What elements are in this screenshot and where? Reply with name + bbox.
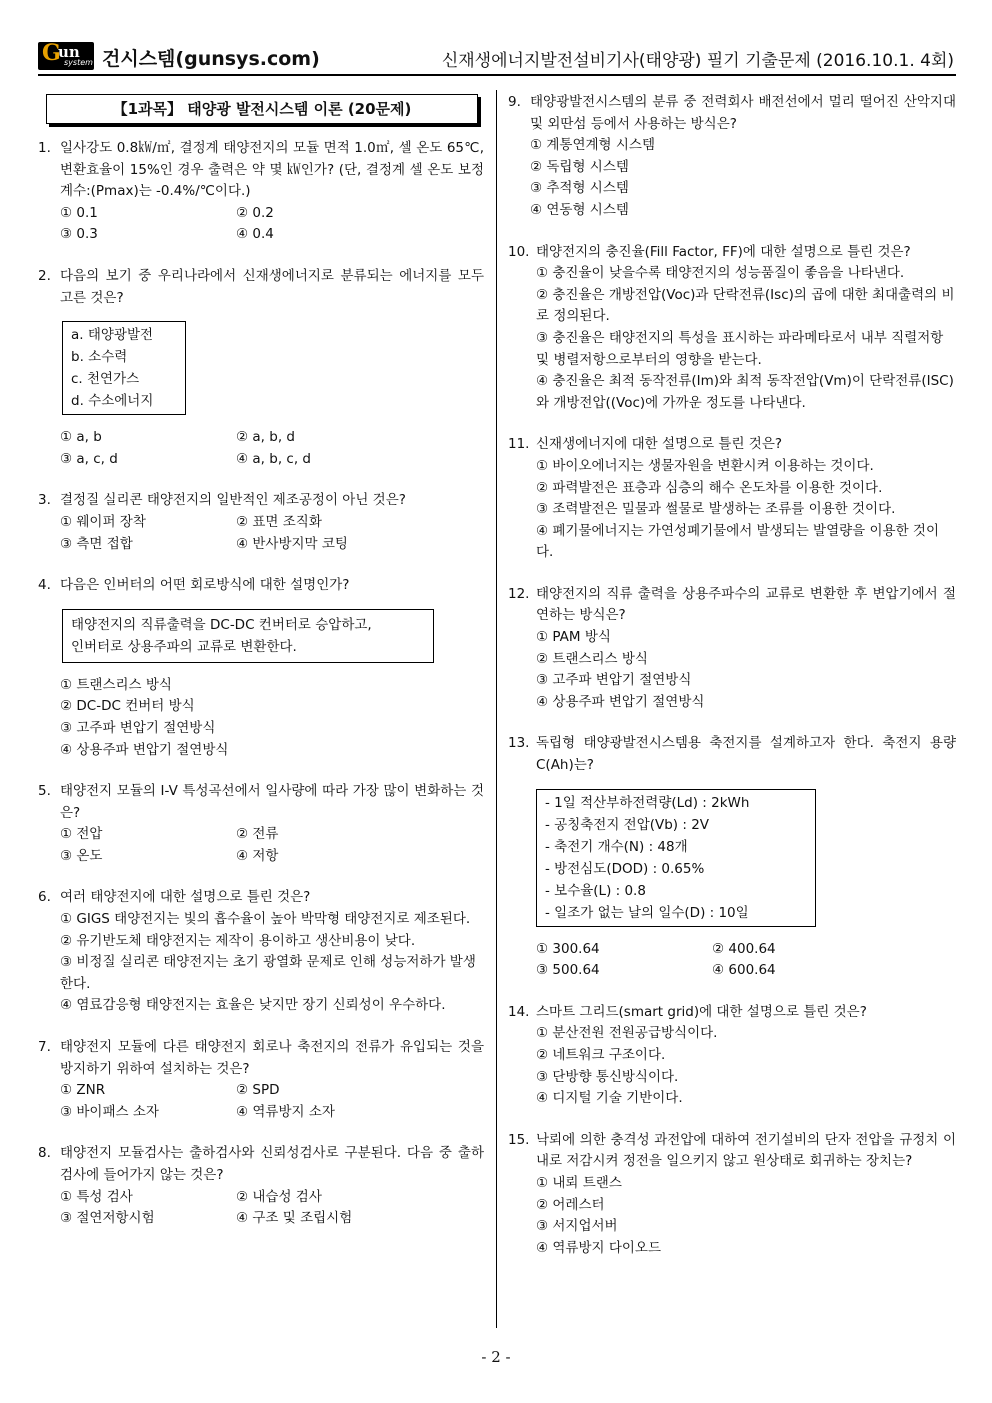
option-1[interactable]: ① ZNR — [60, 1082, 106, 1099]
option-1[interactable]: ① 충진율이 낮을수록 태양전지의 성능품질이 좋음을 나타낸다. — [536, 265, 905, 282]
question-number: 11. — [508, 436, 530, 453]
option-1[interactable]: ① a, b — [60, 429, 102, 446]
page-header — [38, 40, 956, 76]
option-3[interactable]: ③ 0.3 — [60, 226, 98, 243]
option-3[interactable]: ③ 고주파 변압기 절연방식 — [536, 672, 692, 689]
option-1[interactable]: ① GIGS 태양전지는 빛의 흡수율이 높아 박막형 태양전지로 제조된다. — [60, 911, 471, 928]
box-line: - 일조가 없는 날의 일수(D) : 10일 — [545, 904, 749, 921]
question-number: 15. — [508, 1131, 530, 1148]
box-line: - 공칭축전지 전압(Vb) : 2V — [545, 816, 710, 833]
option-4[interactable]: ④ 염료감응형 태양전지는 효율은 낮지만 장기 신뢰성이 우수하다. — [60, 997, 446, 1014]
question-text: 태양전지 모듈검사는 출하검사와 신뢰성검사로 구분된다. 다음 중 출하검사에 들어가지 않는 것은? — [60, 1145, 484, 1183]
option-3[interactable]: ③ 단방향 통신방식이다. — [536, 1068, 679, 1085]
exam-title: 신재생에너지발전설비기사(태양광) 필기 기출문제 (2016.10.1. 4회) — [441, 51, 954, 71]
box-line: b. 소수력 — [71, 349, 128, 366]
option-4[interactable]: ④ 0.4 — [236, 226, 274, 243]
question-text: 태양광발전시스템의 분류 중 전력회사 배전선에서 멀리 떨어진 산악지대 및 외딴섬 등에서 사용하는 방식은? — [530, 94, 956, 132]
question-6 — [38, 887, 484, 1017]
question-14 — [508, 1002, 956, 1110]
option-1[interactable]: ① 내뢰 트랜스 — [536, 1174, 622, 1191]
question-number: 14. — [508, 1003, 530, 1020]
option-4[interactable]: ④ 상용주파 변압기 절연방식 — [536, 693, 705, 710]
question-text: 낙뢰에 의한 충격성 과전압에 대하여 전기설비의 단자 전압을 규정치 이내로 저감시켜 정전을 일으키지 않고 원상태로 회귀하는 장치는? — [536, 1131, 956, 1170]
option-4[interactable]: ④ 충진율은 최적 동작전류(Im)와 최적 동작전압(Vm)이 단락전류(ISC)와 개방전압((Voc)에 가까운 정도를 나타낸다. — [536, 373, 954, 411]
question-10 — [508, 242, 956, 415]
question-5 — [38, 781, 484, 867]
option-3[interactable]: ③ 500.64 — [536, 962, 600, 979]
option-2[interactable]: ② 파력발전은 표층과 심층의 해수 온도차를 이용한 것이다. — [536, 479, 883, 496]
box-line: - 보수율(L) : 0.8 — [545, 882, 646, 899]
option-4[interactable]: ④ 디지털 기술 기반이다. — [536, 1090, 683, 1107]
option-1[interactable]: ① 바이오에너지는 생물자원을 변환시켜 이용하는 것이다. — [536, 457, 874, 474]
question-text: 독립형 태양광발전시스템용 축전지를 설계하고자 한다. 축전지 용량 C(Ah)는? — [536, 735, 956, 774]
question-text: 결정질 실리콘 태양전지의 일반적인 제조공정이 아닌 것은? — [60, 492, 406, 509]
option-3[interactable]: ③ 조력발전은 밀물과 썰물로 발생하는 조류를 이용한 것이다. — [536, 501, 896, 518]
question-number: 4. — [38, 577, 51, 594]
option-1[interactable]: ① 트랜스리스 방식 — [60, 676, 172, 693]
option-1[interactable]: ① 특성 검사 — [60, 1188, 133, 1205]
option-3[interactable]: ③ 바이패스 소자 — [60, 1103, 159, 1120]
page-number: - 2 - — [481, 1348, 511, 1366]
question-text: 태양전지의 직류 출력을 상용주파수의 교류로 변환한 후 변압기에서 절연하는 방식은? — [536, 585, 956, 624]
left-column — [38, 92, 484, 1250]
option-2[interactable]: ② 충진율은 개방전압(Voc)과 단락전류(Isc)의 곱에 대한 최대출력의 비로 정의된다. — [536, 286, 955, 325]
option-2[interactable]: ② 전류 — [236, 826, 279, 843]
option-3[interactable]: ③ a, c, d — [60, 450, 118, 467]
question-11 — [508, 434, 956, 564]
option-2[interactable]: ② 400.64 — [712, 940, 776, 957]
option-3[interactable]: ③ 충진율은 태양전지의 특성을 표시하는 파라메타로서 내부 직렬저항 및 병렬저항으로부터의 영향을 받는다. — [536, 329, 944, 368]
question-number: 10. — [508, 243, 530, 260]
option-4[interactable]: ④ a, b, c, d — [236, 450, 311, 467]
option-1[interactable]: ① 분산전원 전원공급방식이다. — [536, 1025, 718, 1042]
option-3[interactable]: ③ 측면 접합 — [60, 535, 133, 552]
question-number: 1. — [38, 140, 51, 156]
question-number: 3. — [38, 492, 51, 509]
question-text: 여러 태양전지에 대한 설명으로 틀린 것은? — [60, 889, 311, 906]
question-7 — [38, 1037, 484, 1123]
site-name: 건시스템(gunsys.com) — [102, 48, 320, 70]
question-number: 5. — [38, 783, 51, 800]
box-line: - 1일 적산부하전력량(Ld) : 2kWh — [545, 794, 750, 811]
option-1[interactable]: ① 전압 — [60, 826, 103, 843]
option-4[interactable]: ④ 구조 및 조립시험 — [236, 1210, 353, 1227]
question-8 — [38, 1143, 484, 1229]
right-column — [508, 92, 956, 1279]
question-2 — [38, 266, 484, 470]
box-line: c. 천연가스 — [71, 371, 140, 388]
option-4[interactable]: ④ 역류방지 다이오드 — [536, 1239, 662, 1256]
description-box — [62, 609, 434, 663]
option-3[interactable]: ③ 고주파 변압기 절연방식 — [60, 719, 216, 736]
question-text: 일사강도 0.8㎾/㎡, 결정계 태양전지의 모듈 면적 1.0㎡, 셀 온도 65℃, 변환효율이 15%인 경우 출력은 약 몇 ㎾인가? (단, 결정계 셀 온도 보정계수:(Pmax)는 -0.4%/℃이다.) — [60, 140, 484, 200]
question-number: 7. — [38, 1039, 51, 1056]
box-line: - 방전심도(DOD) : 0.65% — [545, 860, 705, 877]
box-line: - 축전기 개수(N) : 48개 — [545, 838, 688, 855]
option-2[interactable]: ② 내습성 검사 — [236, 1188, 322, 1205]
question-15 — [508, 1130, 956, 1260]
box-line: 태양전지의 직류출력을 DC-DC 컨버터로 승압하고, — [71, 616, 372, 633]
question-number: 9. — [508, 94, 521, 110]
question-text: 스마트 그리드(smart grid)에 대한 설명으로 틀린 것은? — [536, 1003, 867, 1020]
question-number: 13. — [508, 735, 530, 752]
option-3[interactable]: ③ 절연저항시험 — [60, 1210, 155, 1227]
option-4[interactable]: ④ 상용주파 변압기 절연방식 — [60, 741, 229, 758]
question-9 — [508, 92, 956, 222]
question-13 — [508, 733, 956, 981]
option-3[interactable]: ③ 비정질 실리콘 태양전지는 초기 광열화 문제로 인해 성능저하가 발생한다. — [60, 954, 476, 992]
question-3 — [38, 490, 484, 555]
question-text: 다음은 인버터의 어떤 회로방식에 대한 설명인가? — [60, 577, 350, 594]
option-2[interactable]: ② 어레스터 — [536, 1196, 605, 1213]
gunsys-logo: G un system — [38, 42, 94, 70]
box-line: d. 수소에너지 — [71, 393, 154, 410]
option-4[interactable]: ④ 저항 — [236, 847, 279, 864]
option-2[interactable]: ② 독립형 시스템 — [530, 158, 629, 175]
subject-title: 【1과목】 태양광 발전시스템 이론 (20문제) — [46, 94, 478, 124]
option-2[interactable]: ② 트랜스리스 방식 — [536, 650, 648, 667]
question-text: 신재생에너지에 대한 설명으로 틀린 것은? — [536, 436, 783, 453]
question-1 — [38, 138, 484, 246]
option-2[interactable]: ② a, b, d — [236, 429, 295, 446]
question-number: 2. — [38, 267, 51, 284]
option-4[interactable]: ④ 폐기물에너지는 가연성폐기물에서 발생되는 발열량을 이용한 것이다. — [536, 522, 939, 561]
question-number: 12. — [508, 585, 530, 602]
option-2[interactable]: ② 유기반도체 태양전지는 제작이 용이하고 생산비용이 낮다. — [60, 932, 416, 949]
question-text: 태양전지 모듈에 다른 태양전지 회로나 축전지의 전류가 유입되는 것을 방지하기 위하여 설치하는 것은? — [60, 1039, 484, 1077]
option-1[interactable]: ① 계통연계형 시스템 — [530, 137, 656, 154]
question-number: 6. — [38, 889, 51, 906]
column-divider — [496, 90, 497, 1328]
option-1[interactable]: ① 300.64 — [536, 940, 600, 957]
option-2[interactable]: ② DC-DC 컨버터 방식 — [60, 698, 195, 715]
box-line: a. 태양광발전 — [71, 327, 154, 344]
question-text: 태양전지의 충진율(Fill Factor, FF)에 대한 설명으로 틀린 것은? — [536, 243, 911, 260]
question-4 — [38, 575, 484, 761]
box-line: 인버터로 상용주파의 교류로 변환한다. — [71, 638, 297, 655]
given-data-box — [536, 789, 816, 927]
question-12 — [508, 584, 956, 714]
option-2[interactable]: ② SPD — [236, 1082, 280, 1099]
question-number: 8. — [38, 1145, 51, 1162]
option-1[interactable]: ① PAM 방식 — [536, 629, 611, 646]
option-4[interactable]: ④ 역류방지 소자 — [236, 1103, 335, 1120]
option-1[interactable]: ① 0.1 — [60, 204, 98, 221]
option-3[interactable]: ③ 서지업서버 — [536, 1218, 618, 1235]
option-4[interactable]: ④ 600.64 — [712, 962, 776, 979]
question-text: 태양전지 모듈의 I-V 특성곡선에서 일사량에 따라 가장 많이 변화하는 것은? — [60, 783, 484, 821]
option-4[interactable]: ④ 연동형 시스템 — [530, 201, 629, 218]
question-text: 다음의 보기 중 우리나라에서 신재생에너지로 분류되는 에너지를 모두 고른 것은? — [60, 267, 484, 306]
option-2[interactable]: ② 표면 조직화 — [236, 513, 322, 530]
option-2[interactable]: ② 0.2 — [236, 204, 274, 221]
option-4[interactable]: ④ 반사방지막 코팅 — [236, 535, 348, 552]
option-2[interactable]: ② 네트워크 구조이다. — [536, 1047, 666, 1063]
option-3[interactable]: ③ 추적형 시스템 — [530, 180, 629, 197]
option-1[interactable]: ① 웨이퍼 장착 — [60, 513, 146, 530]
choice-box — [62, 321, 186, 415]
option-3[interactable]: ③ 온도 — [60, 847, 103, 864]
